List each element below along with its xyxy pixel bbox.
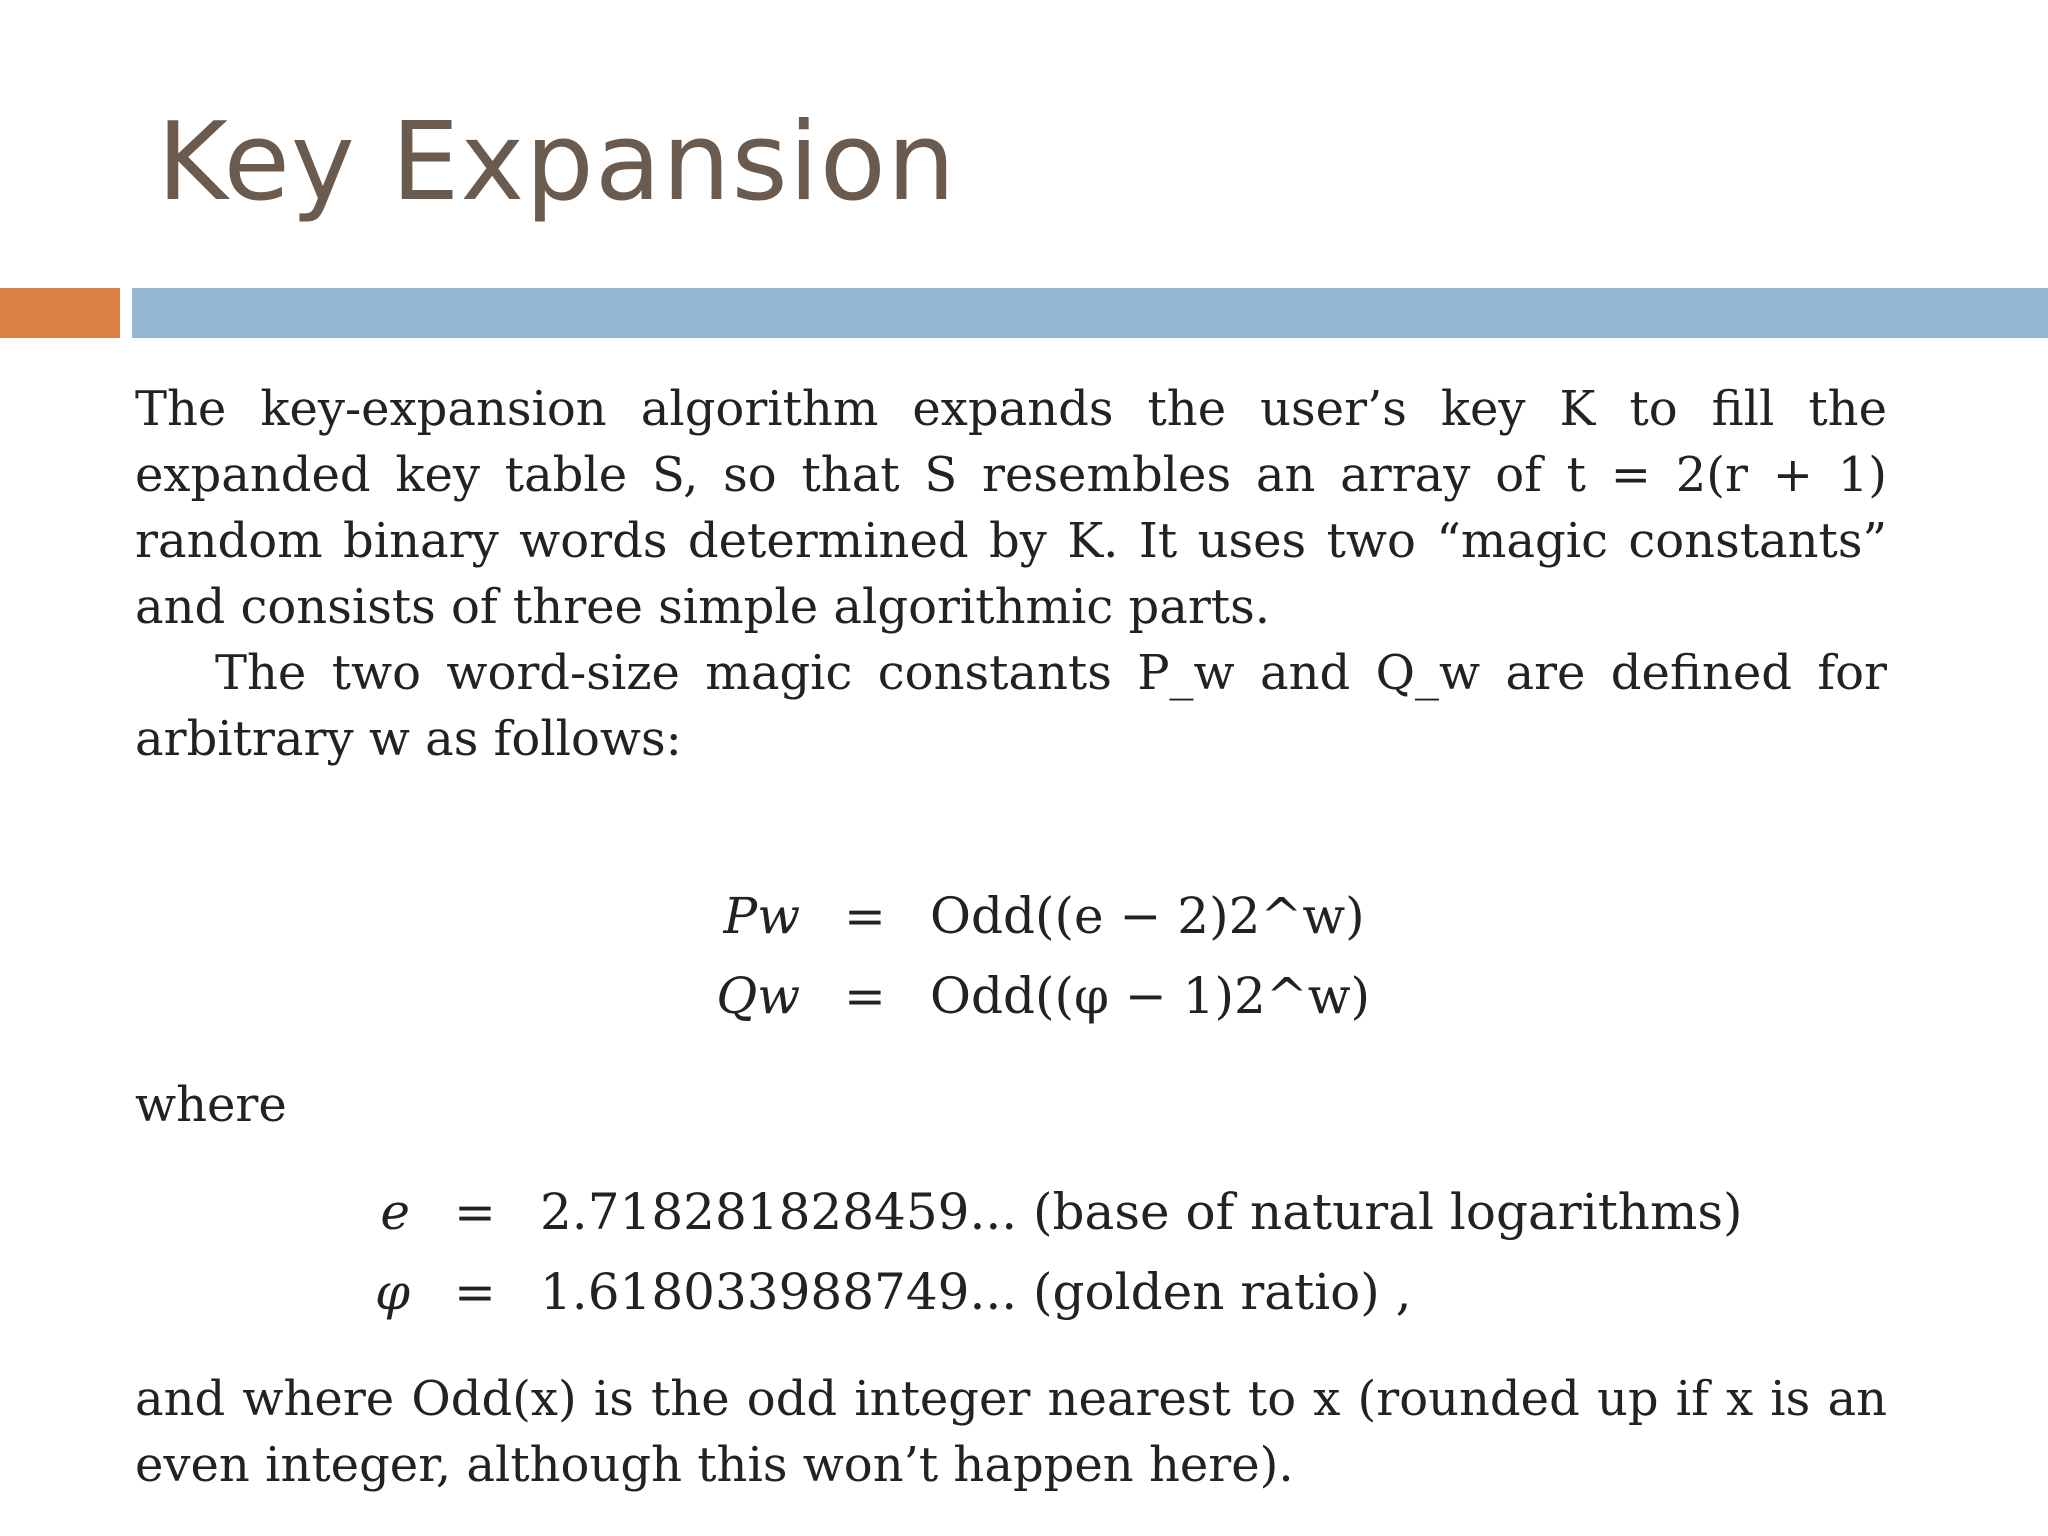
equation-rhs: 2.718281828459... (base of natural logarithms) — [540, 1183, 1743, 1241]
equation-rhs: Odd((φ − 1)2^w) — [930, 967, 1371, 1025]
equation-row — [330, 1172, 1743, 1252]
equation-op: = — [844, 887, 886, 945]
slide-title: Key Expansion — [157, 100, 957, 225]
equation-lhs: φ — [374, 1263, 410, 1321]
equation-rhs: Odd((e − 2)2^w) — [930, 887, 1365, 945]
paragraph-where: where — [135, 1077, 287, 1133]
equation-rhs: 1.618033988749... (golden ratio) , — [540, 1263, 1412, 1321]
equation-lhs: e — [380, 1183, 410, 1241]
equation-row — [700, 876, 1370, 956]
paragraph-intro: The key-expansion algorithm expands the user’s key K to fill the expanded key table S, so that S resembles an array of t = 2(r + 1) random binary words determined by K. It uses two “magic constants” and consists of three simple algorithmic parts. — [135, 381, 1887, 635]
paragraph-constants: The two word-size magic constants P_w and Q_w are defined for arbitrary w as follows: — [135, 645, 1887, 767]
equation-block-constants — [700, 876, 1370, 1036]
accent-bar-orange — [0, 288, 120, 338]
paragraph-odd-definition: and where Odd(x) is the odd integer nearest to x (rounded up if x is an even integer, although this won’t happen here). — [135, 1371, 1887, 1493]
equation-lhs: Qw — [716, 967, 800, 1025]
equation-op: = — [454, 1183, 496, 1241]
equation-op: = — [844, 967, 886, 1025]
equation-op: = — [454, 1263, 496, 1321]
equation-row — [330, 1252, 1743, 1332]
equation-row — [700, 956, 1370, 1036]
equation-block-values — [330, 1172, 1743, 1332]
equation-lhs: Pw — [723, 887, 800, 945]
accent-bar-blue — [132, 288, 2048, 338]
